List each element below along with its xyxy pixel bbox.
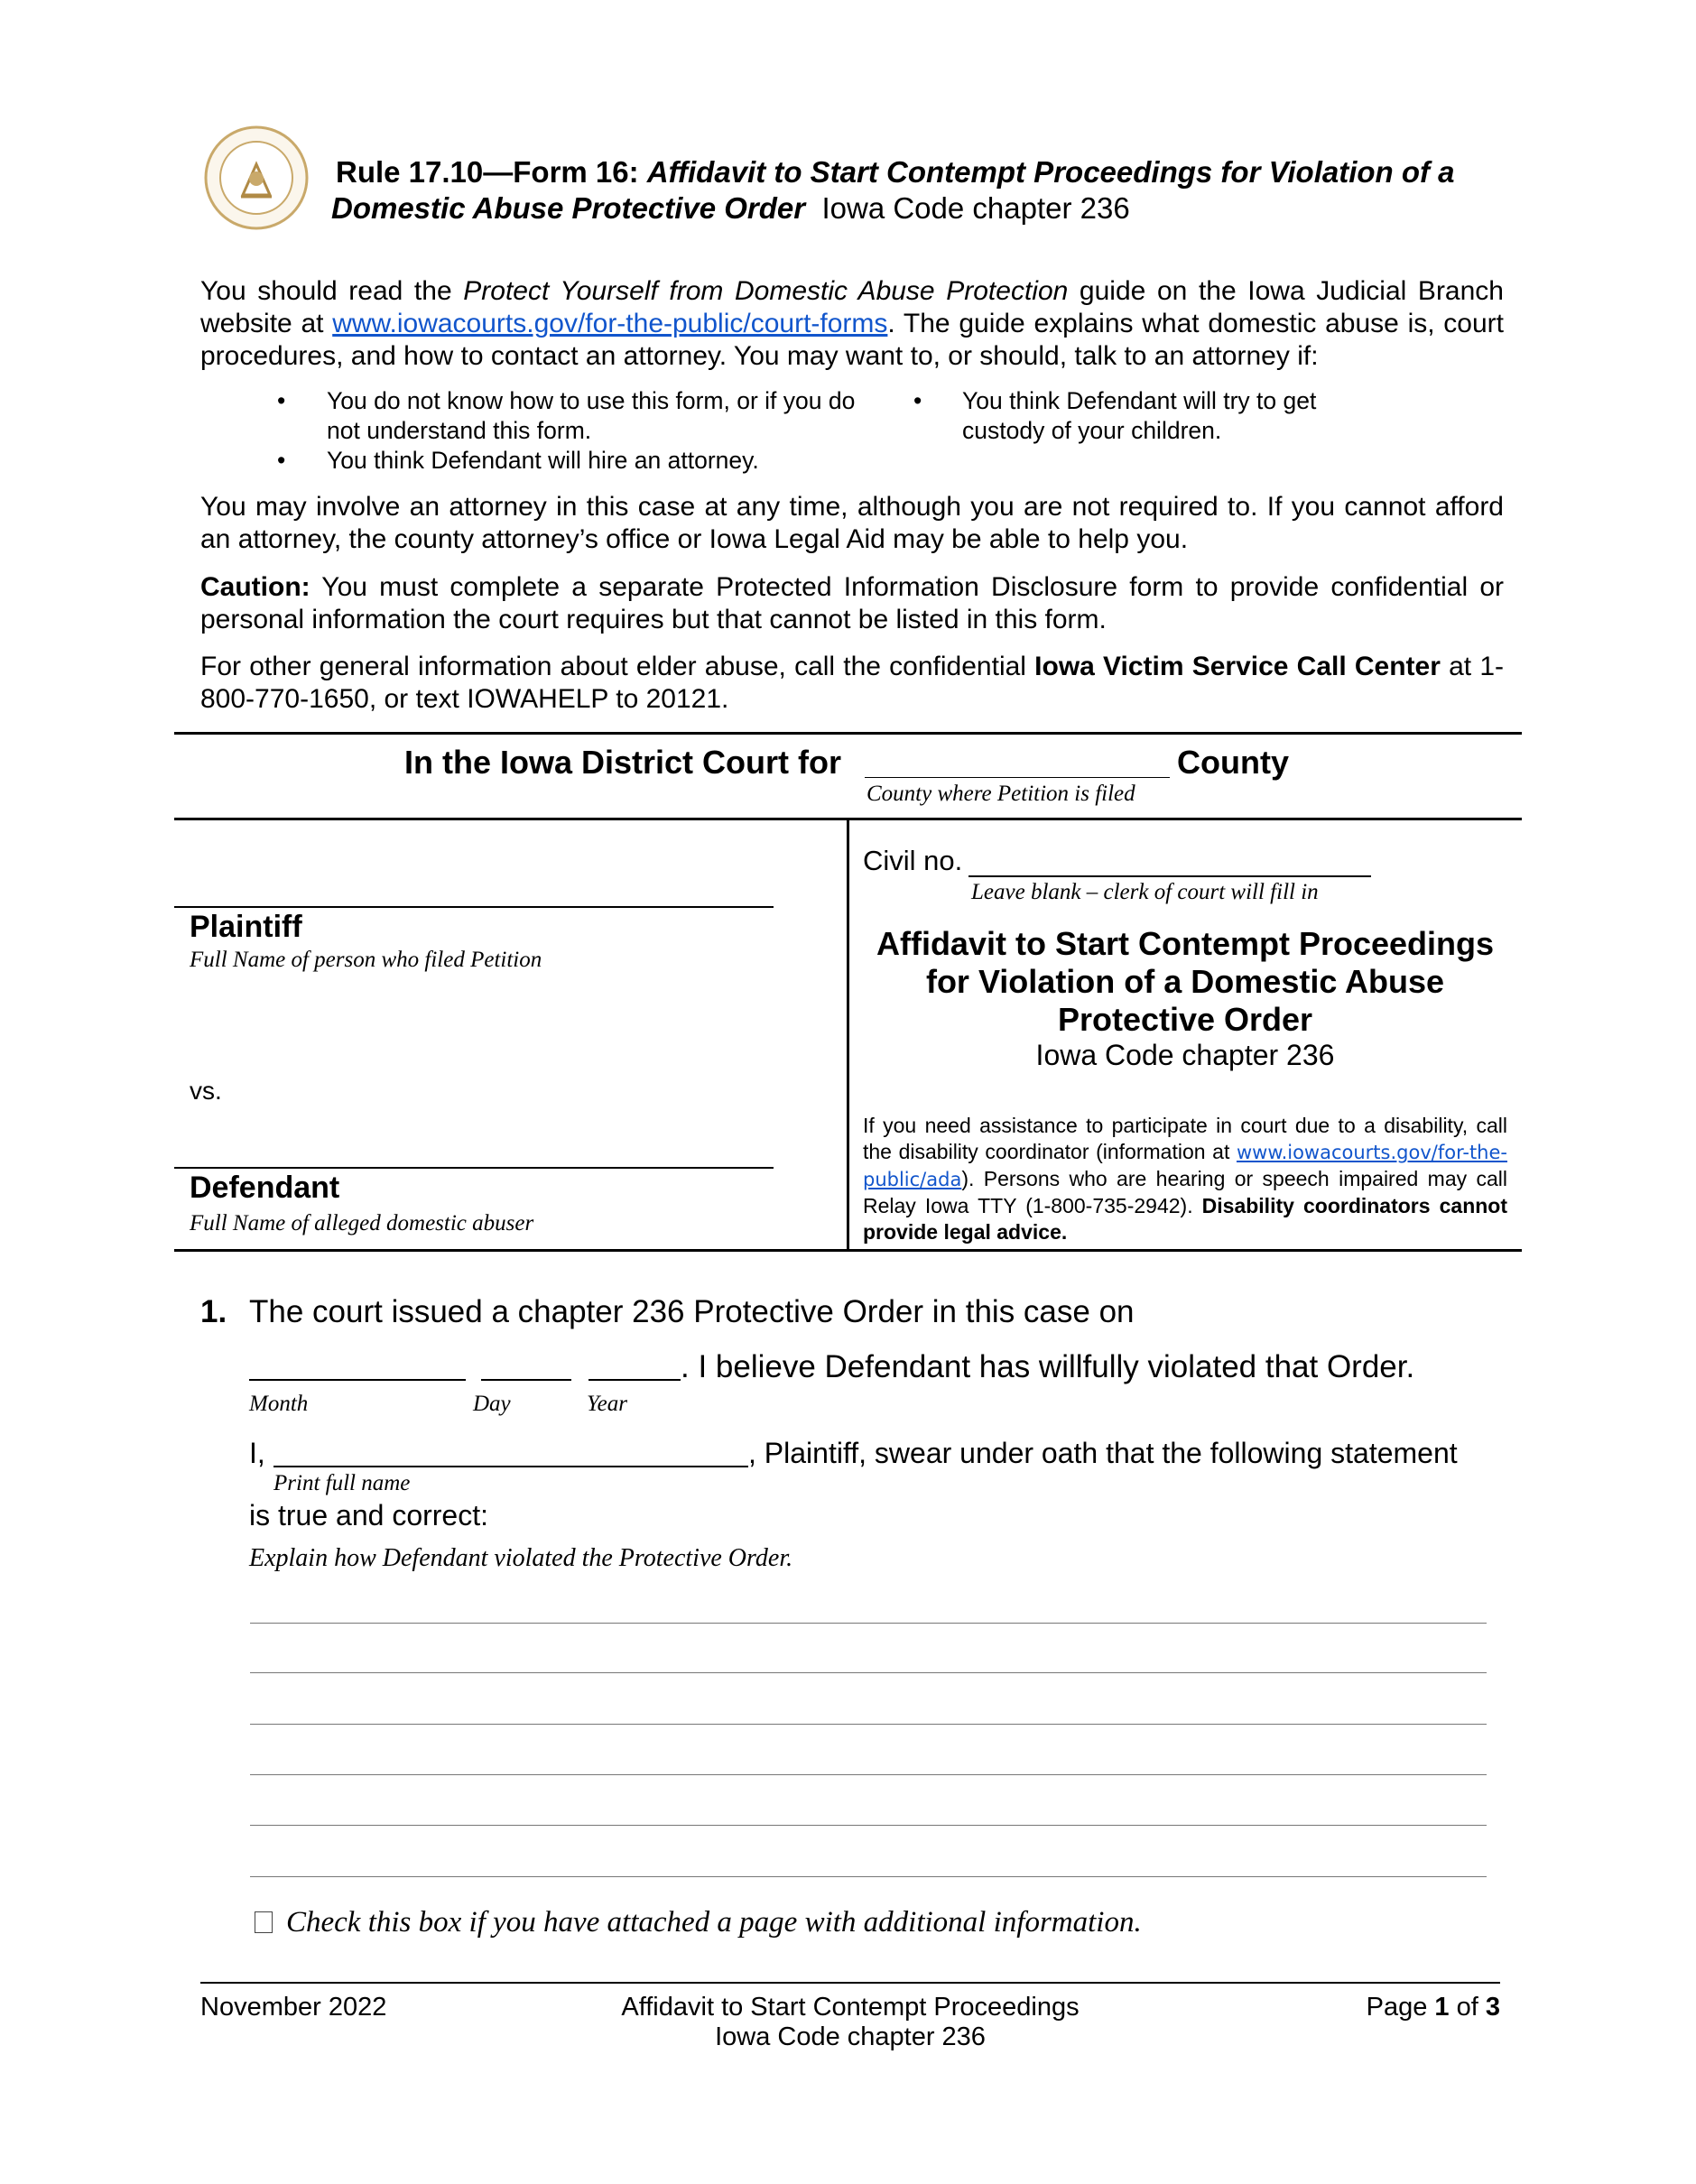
explain-hint: Explain how Defendant violated the Protective Order. [249,1544,793,1572]
statement-line[interactable] [250,1876,1487,1877]
footer-divider [200,1982,1500,1984]
judicial-branch-seal-icon [203,125,310,231]
intro-paragraph: You should read the Protect Yourself from Domestic Abuse Protection guide on the Iowa Judicial Branch website at www.iowacourts.gov/for-the-public/court-forms. The guide explains what domestic abuse is, court procedures, and how to contact an attorney. You may want to, or should, talk to an attorney if: [200,276,1504,371]
caption-divider [847,818,849,1249]
print-name-hint: Print full name [273,1471,411,1495]
statement-line[interactable] [250,1672,1487,1673]
doc-subtitle: Iowa Code chapter 236 [1035,1039,1335,1071]
section1-line1: The court issued a chapter 236 Protective Order in this case on [249,1294,1135,1329]
section-number: 1. [200,1294,227,1329]
day-blank[interactable] [481,1379,571,1381]
statement-line[interactable] [250,1724,1487,1725]
attorney-paragraph: You may involve an attorney in this case at any time, although you are not required to. If you cannot afford an attorney, the county attorney’s office or Iowa Legal Aid may be able to help you. [200,492,1504,554]
checkbox-label: Check this box if you have attached a page with additional information. [286,1906,1142,1939]
disability-notice: If you need assistance to participate in court due to a disability, call the disability coordinator (information at www.iowacourts.gov/for-the-public/ada). Persons who are hearing or speech impaired may call Relay Iowa TTY (1-800-735-2942). Disability coordinators cannot provide legal advice. [863,1114,1508,1244]
section1-line2: . I believe Defendant has willfully violated that Order. [681,1349,1415,1384]
page-number: Page 1 of 3 [1366,1993,1500,2022]
vs-label: vs. [190,1077,222,1105]
day-hint: Day [473,1392,511,1416]
footer-date: November 2022 [200,1993,387,2022]
month-hint: Month [249,1392,309,1416]
doc-title: Affidavit to Start Contempt Proceedings for Violation of a Domestic Abuse Protective Order [876,925,1495,1038]
true-correct: is true and correct: [249,1499,488,1532]
oath-text: , Plaintiff, swear under oath that the following statement [748,1437,1458,1469]
ada-link[interactable]: www.iowacourts.gov/for-the-public/ada [863,1142,1507,1190]
divider [174,1249,1522,1252]
form-title-line2: Domestic Abuse Protective Order Iowa Code chapter 236 [331,191,1130,225]
bullet-dot: • [913,387,922,414]
civil-no-blank[interactable] [968,875,1371,877]
attachment-checkbox[interactable] [255,1911,273,1933]
print-name-blank[interactable] [273,1466,748,1467]
defendant-hint: Full Name of alleged domestic abuser [190,1211,534,1235]
bullet-item: You think Defendant will try to get custody of your children. [962,387,1317,444]
statement-line[interactable] [250,1623,1487,1624]
year-blank[interactable] [589,1379,681,1381]
form-title-line1: Rule 17.10—Form 16: Affidavit to Start Contempt Proceedings for Violation of a [336,155,1455,189]
bullet-dot: • [277,447,286,474]
bullet-item: You do not know how to use this form, or if you do not understand this form. [327,387,856,444]
year-hint: Year [587,1392,627,1416]
bullet-dot: • [277,387,286,414]
court-forms-link[interactable]: www.iowacourts.gov/for-the-public/court-forms [332,309,888,338]
month-blank[interactable] [249,1379,466,1381]
statement-line[interactable] [250,1825,1487,1826]
defendant-name-line[interactable] [174,1167,774,1169]
i-prefix: I, [249,1437,265,1469]
statement-line[interactable] [250,1774,1487,1775]
footer-title: Affidavit to Start Contempt Proceedings Iowa Code chapter 236 [621,1993,1080,2051]
civil-no-hint: Leave blank – clerk of court will fill in [971,880,1319,904]
plaintiff-hint: Full Name of person who filed Petition [190,948,542,972]
plaintiff-name-line[interactable] [174,906,774,908]
defendant-label: Defendant [190,1171,340,1205]
call-center-paragraph: For other general information about elder abuse, call the confidential Iowa Victim Service Call Center at 1-800-770-1650, or text IOWAHELP to 20121. [200,652,1504,714]
county-blank[interactable] [865,777,1170,778]
caution-paragraph: Caution: You must complete a separate Protected Information Disclosure form to provide confidential or personal information the court requires but that cannot be listed in this form. [200,572,1504,634]
court-prefix: In the Iowa District Court for [404,744,842,781]
civil-no-label: Civil no. [863,845,963,876]
divider [174,732,1522,735]
plaintiff-label: Plaintiff [190,910,302,944]
county-hint: County where Petition is filed [867,782,1135,806]
court-suffix: County [1177,744,1289,781]
bullet-item: You think Defendant will hire an attorney. [327,447,759,474]
